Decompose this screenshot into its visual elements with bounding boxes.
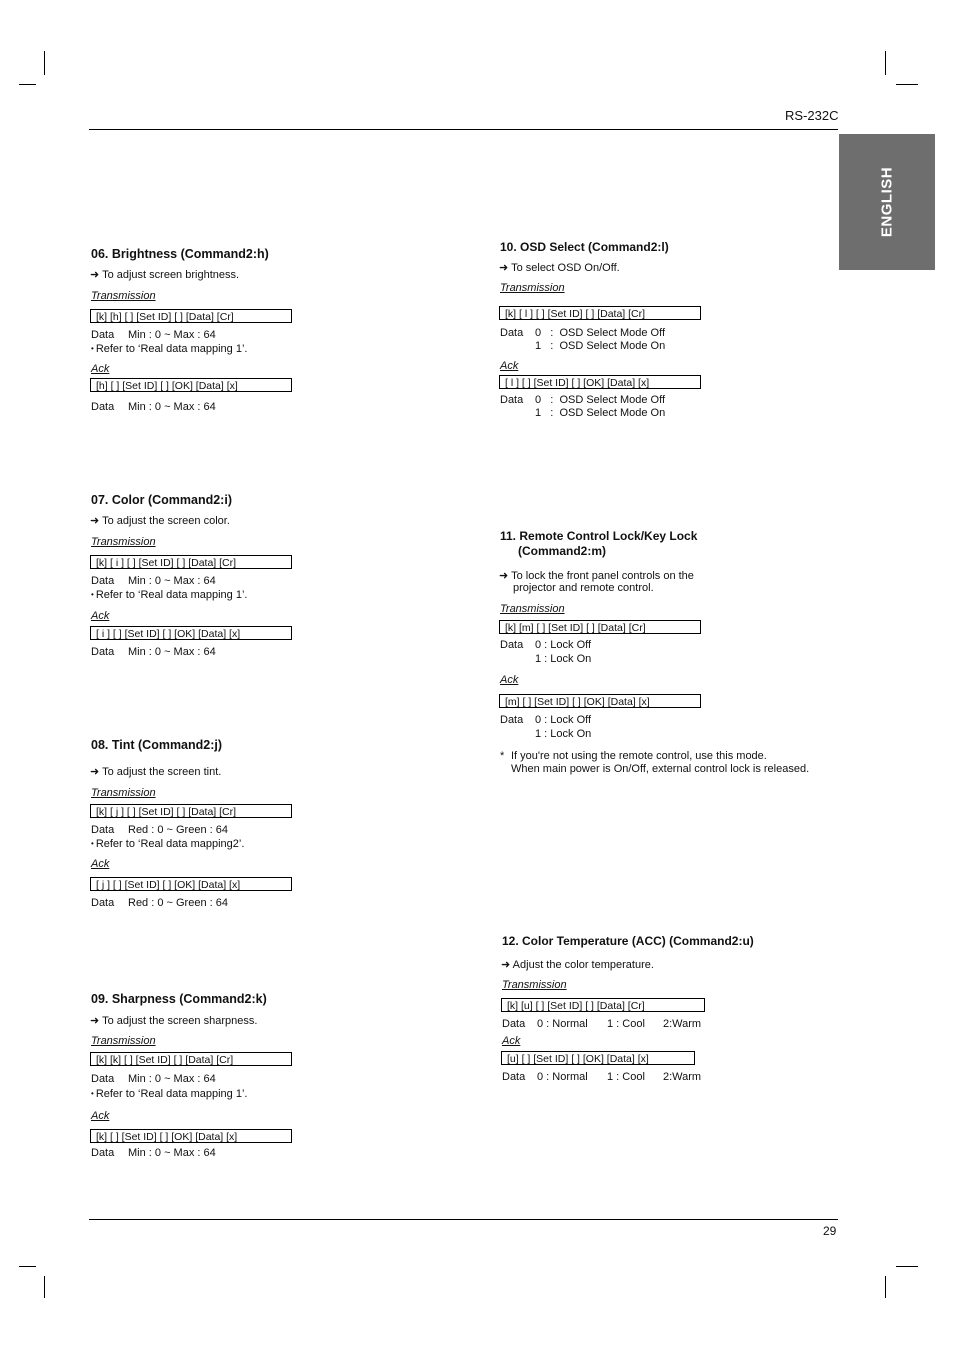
- description-text: To adjust screen brightness.: [102, 269, 240, 281]
- footer-rule: [89, 1219, 838, 1220]
- data-key: Data: [91, 575, 115, 587]
- data-key: Data: [91, 897, 115, 909]
- section-title: 11. Remote Control Lock/Key Lock: [500, 529, 698, 543]
- ack-label: Ack: [502, 1035, 521, 1047]
- section-title: 07. Color (Command2:i): [91, 493, 232, 507]
- header-rule: [89, 129, 838, 130]
- data-range: Red : 0 ~ Green : 64: [128, 824, 228, 836]
- description-text: To adjust the screen sharpness.: [102, 1015, 258, 1027]
- description-text: projector and remote control.: [513, 582, 654, 594]
- description: [499, 262, 620, 275]
- transmission-format: [k] [k] [ ] [Set ID] [ ] [Data] [Cr]: [90, 1052, 292, 1066]
- data-range: Red : 0 ~ Green : 64: [128, 897, 228, 909]
- description-text: Adjust the color temperature.: [512, 959, 654, 971]
- ack-format: [h] [ ] [Set ID] [ ] [OK] [Data] [x]: [90, 378, 292, 392]
- data-value: 2:Warm: [663, 1018, 702, 1030]
- section-title: 10. OSD Select (Command2:l): [500, 240, 669, 254]
- section-title: 12. Color Temperature (ACC) (Command2:u): [502, 934, 754, 948]
- crop-mark: [19, 1266, 36, 1267]
- data-value: 2:Warm: [663, 1071, 702, 1083]
- description: [90, 269, 239, 282]
- ack-format: [ l ] [ ] [Set ID] [ ] [OK] [Data] [x]: [499, 375, 701, 389]
- section-color-temperature: [501, 934, 831, 1094]
- section-remote-lock: [499, 529, 829, 779]
- section-color: [90, 492, 350, 662]
- ack-label: Ack: [500, 674, 519, 686]
- arrow-icon: ➜: [90, 1015, 100, 1027]
- ack-label: Ack: [500, 360, 519, 372]
- description-text: To adjust the screen color.: [102, 515, 230, 527]
- ack-format: [k] [ ] [Set ID] [ ] [OK] [Data] [x]: [90, 1129, 292, 1143]
- section-brightness: [90, 246, 350, 416]
- data-key: Data: [91, 824, 115, 836]
- arrow-icon: ➜: [90, 269, 100, 281]
- page-number: 29: [823, 1224, 837, 1238]
- description: [501, 959, 654, 972]
- arrow-icon: ➜: [499, 570, 509, 582]
- data-key: Data: [500, 639, 524, 651]
- data-value: 1 : Cool: [607, 1018, 645, 1030]
- transmission-format: [k] [ l ] [ ] [Set ID] [ ] [Data] [Cr]: [499, 306, 701, 320]
- section-title: 08. Tint (Command2:j): [91, 738, 223, 752]
- data-key: Data: [91, 1147, 115, 1159]
- transmission-label: Transmission: [91, 536, 156, 548]
- data-key: Data: [500, 327, 524, 339]
- mapping-note-text: Refer to ‘Real data mapping 1’.: [95, 1088, 248, 1100]
- crop-mark: [44, 51, 45, 75]
- data-value: 0 : Lock Off: [535, 639, 592, 651]
- mapping-note-text: Refer to ‘Real data mapping 1’.: [95, 343, 248, 355]
- description-text: To adjust the screen tint.: [102, 766, 222, 778]
- data-key: Data: [500, 714, 524, 726]
- section-osd-select: [499, 240, 799, 425]
- data-value: 1 : Lock On: [535, 728, 592, 740]
- data-range: Min : 0 ~ Max : 64: [128, 575, 216, 587]
- transmission-format: [k] [h] [ ] [Set ID] [ ] [Data] [Cr]: [90, 309, 292, 323]
- arrow-icon: ➜: [90, 515, 100, 527]
- running-header: RS-232C: [785, 108, 839, 123]
- arrow-icon: ➜: [90, 766, 100, 778]
- data-value: 0 : Lock Off: [535, 714, 592, 726]
- mapping-note: • Refer to ‘Real data mapping 1’.: [91, 589, 248, 601]
- transmission-format: [k] [ j ] [ ] [Set ID] [ ] [Data] [Cr]: [90, 804, 292, 818]
- data-value: 1 : OSD Select Mode On: [535, 340, 666, 352]
- mapping-note: • Refer to ‘Real data mapping 1’.: [91, 1088, 248, 1100]
- transmission-label: Transmission: [502, 979, 567, 991]
- data-range: Min : 0 ~ Max : 64: [128, 1073, 216, 1085]
- crop-mark: [896, 84, 918, 85]
- description-text: To lock the front panel controls on the: [511, 570, 694, 582]
- data-value: 0 : Normal: [537, 1018, 588, 1030]
- transmission-format: [k] [m] [ ] [Set ID] [ ] [Data] [Cr]: [499, 620, 701, 634]
- section-title: 06. Brightness (Command2:h): [91, 247, 269, 261]
- footnote-text: If you're not using the remote control, use this mode.: [511, 750, 767, 762]
- ack-label: Ack: [91, 610, 110, 622]
- ack-label: Ack: [91, 1110, 110, 1122]
- data-value: 1 : OSD Select Mode On: [535, 407, 666, 419]
- data-key: Data: [91, 646, 115, 658]
- transmission-label: Transmission: [500, 282, 565, 294]
- crop-mark: [19, 84, 36, 85]
- data-key: Data: [500, 394, 524, 406]
- mapping-note: • Refer to ‘Real data mapping 1’.: [91, 343, 248, 355]
- section-sharpness: [90, 991, 350, 1171]
- transmission-label: Transmission: [91, 290, 156, 302]
- ack-format: [u] [ ] [Set ID] [ ] [OK] [Data] [x]: [501, 1051, 695, 1065]
- data-value: 0 : OSD Select Mode Off: [535, 327, 666, 339]
- section-title-command: (Command2:m): [518, 544, 607, 558]
- data-value: 0 : Normal: [537, 1071, 588, 1083]
- arrow-icon: ➜: [501, 959, 511, 971]
- data-value: 0 : OSD Select Mode Off: [535, 394, 666, 406]
- data-key: Data: [91, 401, 115, 413]
- footnote-marker: *: [500, 750, 505, 762]
- transmission-label: Transmission: [91, 787, 156, 799]
- section-title: 09. Sharpness (Command2:k): [91, 992, 267, 1006]
- crop-mark: [885, 51, 886, 75]
- mapping-note: • Refer to ‘Real data mapping2’.: [91, 838, 245, 850]
- crop-mark: [885, 1276, 886, 1298]
- data-range: Min : 0 ~ Max : 64: [128, 646, 216, 658]
- section-tint: [90, 737, 350, 917]
- ack-label: Ack: [91, 858, 110, 870]
- data-range: Min : 0 ~ Max : 64: [128, 1147, 216, 1159]
- transmission-format: [k] [ i ] [ ] [Set ID] [ ] [Data] [Cr]: [90, 555, 292, 569]
- data-key: Data: [502, 1071, 526, 1083]
- language-tab-label: ENGLISH: [878, 166, 896, 238]
- language-tab: [839, 134, 935, 270]
- transmission-format: [k] [u] [ ] [Set ID] [ ] [Data] [Cr]: [501, 998, 705, 1012]
- data-key: Data: [502, 1018, 526, 1030]
- footnote-text: When main power is On/Off, external control lock is released.: [511, 763, 810, 775]
- data-value: 1 : Cool: [607, 1071, 645, 1083]
- description-text: To select OSD On/Off.: [511, 262, 620, 274]
- description: [90, 1015, 257, 1028]
- data-key: Data: [91, 1073, 115, 1085]
- data-value: 1 : Lock On: [535, 653, 592, 665]
- description: [90, 766, 221, 779]
- transmission-label: Transmission: [91, 1035, 156, 1047]
- data-range: Min : 0 ~ Max : 64: [128, 329, 216, 341]
- mapping-note-text: Refer to ‘Real data mapping2’.: [95, 838, 245, 850]
- transmission-label: Transmission: [500, 603, 565, 615]
- arrow-icon: ➜: [499, 262, 509, 274]
- ack-label: Ack: [91, 363, 110, 375]
- data-range: Min : 0 ~ Max : 64: [128, 401, 216, 413]
- description: [90, 515, 230, 528]
- data-key: Data: [91, 329, 115, 341]
- ack-format: [m] [ ] [Set ID] [ ] [OK] [Data] [x]: [499, 694, 701, 708]
- crop-mark: [44, 1276, 45, 1298]
- mapping-note-text: Refer to ‘Real data mapping 1’.: [95, 589, 248, 601]
- crop-mark: [896, 1266, 918, 1267]
- ack-format: [ i ] [ ] [Set ID] [ ] [OK] [Data] [x]: [90, 626, 292, 640]
- ack-format: [ j ] [ ] [Set ID] [ ] [OK] [Data] [x]: [90, 877, 292, 891]
